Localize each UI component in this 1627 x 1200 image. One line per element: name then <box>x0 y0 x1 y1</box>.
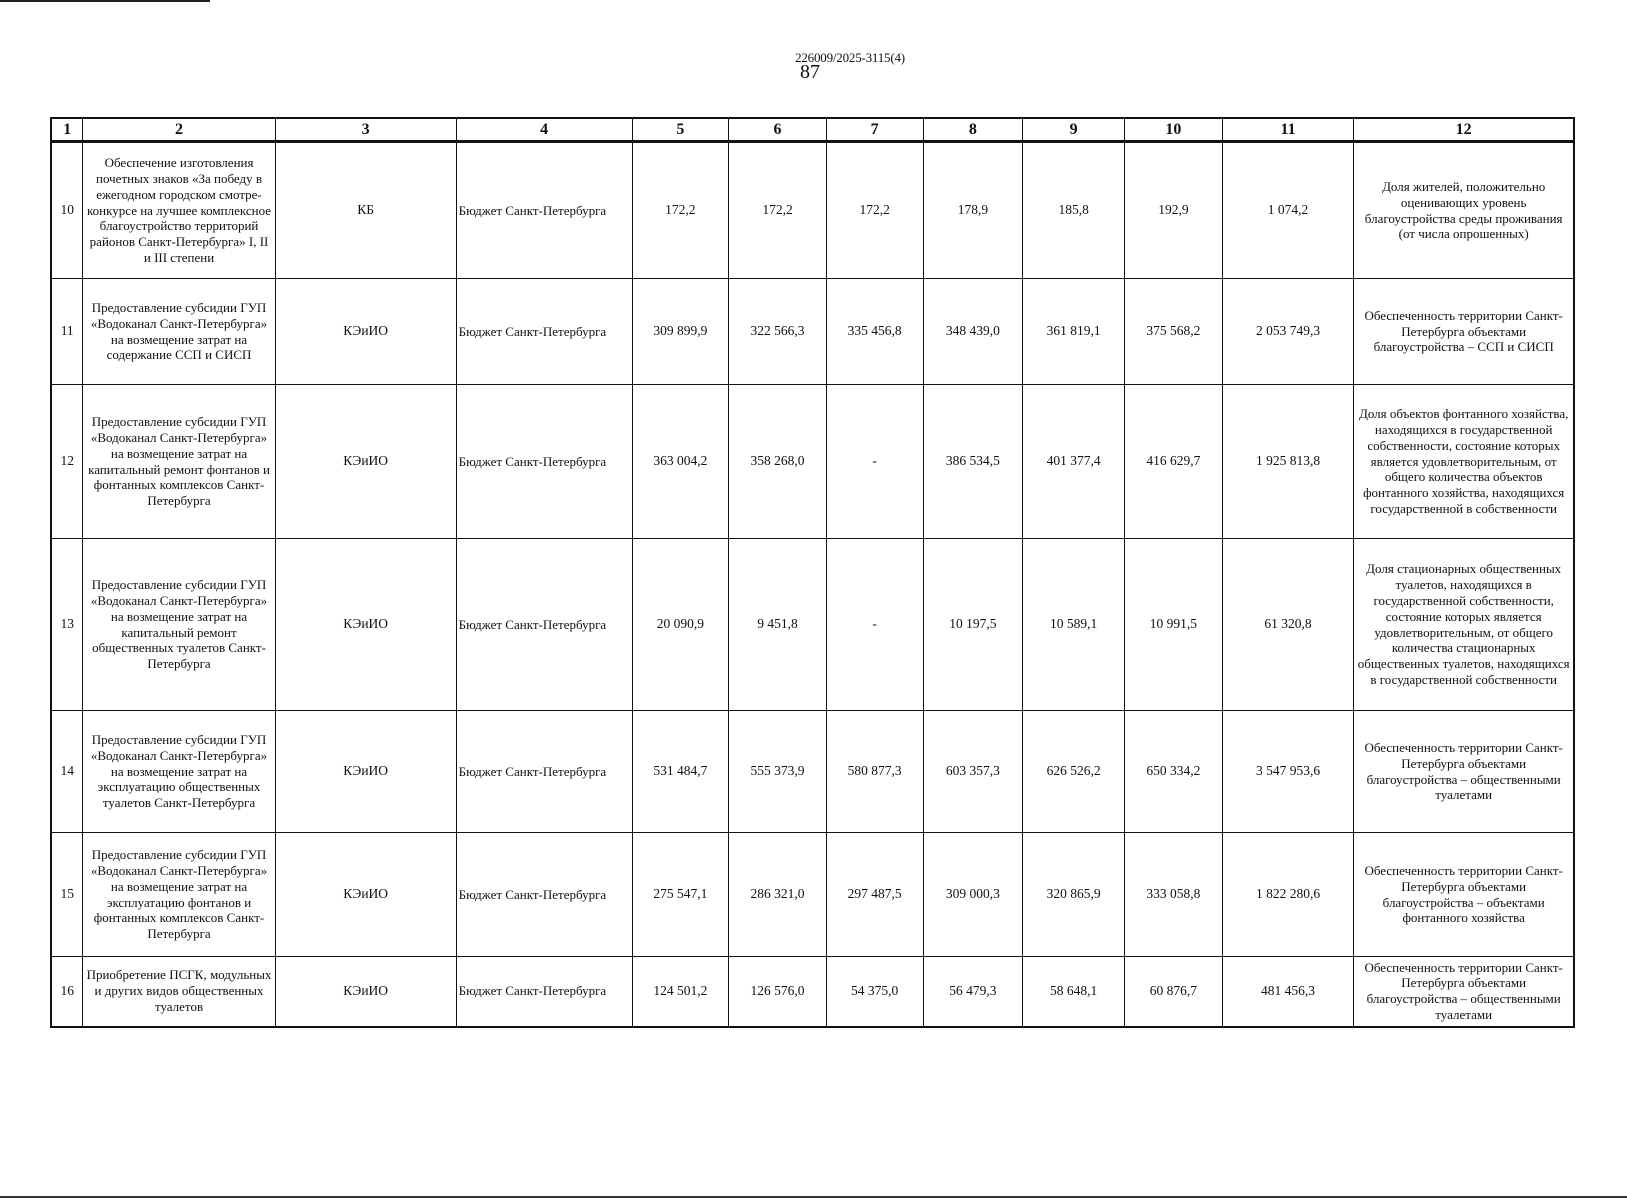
column-header: 6 <box>729 118 827 142</box>
value-cell: 320 865,9 <box>1023 833 1125 957</box>
indicator: Доля объектов фонтанного хозяйства, находящихся в государственной собственности, состояние которых является удовлетворительным, от общего количества объектов фонтанного хозяйства, находящихся государственной в собственности <box>1354 385 1574 539</box>
value-cell: 172,2 <box>632 142 729 279</box>
executor: КЭиИО <box>275 279 456 385</box>
budget-table <box>50 117 1575 1028</box>
column-header: 10 <box>1125 118 1223 142</box>
value-cell: 60 876,7 <box>1125 957 1223 1027</box>
column-header: 8 <box>923 118 1023 142</box>
measure-name: Приобретение ПСГК, модульных и других видов общественных туалетов <box>83 957 275 1027</box>
value-cell: 172,2 <box>729 142 827 279</box>
scan-bottom-line <box>0 1196 1627 1198</box>
value-cell: 297 487,5 <box>826 833 923 957</box>
funding-source: Бюджет Санкт-Петербурга <box>456 385 632 539</box>
value-cell: 358 268,0 <box>729 385 827 539</box>
funding-source: Бюджет Санкт-Петербурга <box>456 539 632 711</box>
value-cell: 58 648,1 <box>1023 957 1125 1027</box>
indicator: Обеспеченность территории Санкт-Петербурга объектами благоустройства – общественными туалетами <box>1354 711 1574 833</box>
indicator: Обеспеченность территории Санкт-Петербурга объектами благоустройства – ССП и СИСП <box>1354 279 1574 385</box>
funding-source: Бюджет Санкт-Петербурга <box>456 142 632 279</box>
scan-edge-line <box>0 0 210 2</box>
total-cell: 61 320,8 <box>1222 539 1354 711</box>
value-cell: 335 456,8 <box>826 279 923 385</box>
table-row <box>51 957 1574 1027</box>
row-number: 12 <box>51 385 83 539</box>
value-cell: 361 819,1 <box>1023 279 1125 385</box>
value-cell: - <box>826 385 923 539</box>
row-number: 16 <box>51 957 83 1027</box>
table-row <box>51 279 1574 385</box>
value-cell: 286 321,0 <box>729 833 827 957</box>
column-header: 1 <box>51 118 83 142</box>
value-cell: 580 877,3 <box>826 711 923 833</box>
value-cell: 126 576,0 <box>729 957 827 1027</box>
total-cell: 3 547 953,6 <box>1222 711 1354 833</box>
value-cell: 322 566,3 <box>729 279 827 385</box>
value-cell: 10 589,1 <box>1023 539 1125 711</box>
value-cell: 531 484,7 <box>632 711 729 833</box>
funding-source: Бюджет Санкт-Петербурга <box>456 711 632 833</box>
value-cell: 185,8 <box>1023 142 1125 279</box>
column-header: 9 <box>1023 118 1125 142</box>
table-header-row <box>51 118 1574 142</box>
measure-name: Предоставление субсидии ГУП «Водоканал Санкт-Петербурга» на возмещение затрат на эксплуатацию фонтанов и фонтанных комплексов Санкт-Петербурга <box>83 833 275 957</box>
total-cell: 1 925 813,8 <box>1222 385 1354 539</box>
value-cell: 10 991,5 <box>1125 539 1223 711</box>
row-number: 14 <box>51 711 83 833</box>
total-cell: 1 822 280,6 <box>1222 833 1354 957</box>
indicator: Доля жителей, положительно оценивающих уровень благоустройства среды проживания (от числа опрошенных) <box>1354 142 1574 279</box>
funding-source: Бюджет Санкт-Петербурга <box>456 957 632 1027</box>
executor: КЭиИО <box>275 539 456 711</box>
value-cell: 375 568,2 <box>1125 279 1223 385</box>
table-row <box>51 142 1574 279</box>
row-number: 13 <box>51 539 83 711</box>
column-header: 7 <box>826 118 923 142</box>
column-header: 3 <box>275 118 456 142</box>
value-cell: 416 629,7 <box>1125 385 1223 539</box>
value-cell: 650 334,2 <box>1125 711 1223 833</box>
funding-source: Бюджет Санкт-Петербурга <box>456 279 632 385</box>
column-header: 4 <box>456 118 632 142</box>
measure-name: Предоставление субсидии ГУП «Водоканал Санкт-Петербурга» на возмещение затрат на эксплуатацию общественных туалетов Санкт-Петербурга <box>83 711 275 833</box>
value-cell: 192,9 <box>1125 142 1223 279</box>
executor: КЭиИО <box>275 833 456 957</box>
value-cell: 401 377,4 <box>1023 385 1125 539</box>
value-cell: 309 899,9 <box>632 279 729 385</box>
value-cell: 386 534,5 <box>923 385 1023 539</box>
value-cell: 603 357,3 <box>923 711 1023 833</box>
value-cell: 178,9 <box>923 142 1023 279</box>
row-number: 15 <box>51 833 83 957</box>
column-header: 11 <box>1222 118 1354 142</box>
measure-name: Предоставление субсидии ГУП «Водоканал Санкт-Петербурга» на возмещение затрат на капитальный ремонт фонтанов и фонтанных комплексов Санкт-Петербурга <box>83 385 275 539</box>
page-number: 87 <box>800 61 820 83</box>
column-header: 5 <box>632 118 729 142</box>
measure-name: Предоставление субсидии ГУП «Водоканал Санкт-Петербурга» на возмещение затрат на капитальный ремонт общественных туалетов Санкт-Петербурга <box>83 539 275 711</box>
value-cell: 9 451,8 <box>729 539 827 711</box>
value-cell: 124 501,2 <box>632 957 729 1027</box>
value-cell: 333 058,8 <box>1125 833 1223 957</box>
table-row <box>51 385 1574 539</box>
value-cell: 309 000,3 <box>923 833 1023 957</box>
executor: КБ <box>275 142 456 279</box>
column-header: 2 <box>83 118 275 142</box>
table-row <box>51 833 1574 957</box>
document-number: 226009/2025-3115(4) <box>795 50 905 65</box>
table-row <box>51 539 1574 711</box>
measure-name: Предоставление субсидии ГУП «Водоканал Санкт-Петербурга» на возмещение затрат на содержание ССП и СИСП <box>83 279 275 385</box>
column-header: 12 <box>1354 118 1574 142</box>
total-cell: 481 456,3 <box>1222 957 1354 1027</box>
executor: КЭиИО <box>275 711 456 833</box>
total-cell: 2 053 749,3 <box>1222 279 1354 385</box>
value-cell: 54 375,0 <box>826 957 923 1027</box>
row-number: 10 <box>51 142 83 279</box>
table-row <box>51 711 1574 833</box>
total-cell: 1 074,2 <box>1222 142 1354 279</box>
indicator: Обеспеченность территории Санкт-Петербурга объектами благоустройства – общественными туалетами <box>1354 957 1574 1027</box>
indicator: Обеспеченность территории Санкт-Петербурга объектами благоустройства – объектами фонтанного хозяйства <box>1354 833 1574 957</box>
indicator: Доля стационарных общественных туалетов, находящихся в государственной собственности, состояние которых является удовлетворительным, от общего количества стационарных общественных туалетов, находящихся в государственной собственности <box>1354 539 1574 711</box>
executor: КЭиИО <box>275 957 456 1027</box>
executor: КЭиИО <box>275 385 456 539</box>
value-cell: 172,2 <box>826 142 923 279</box>
row-number: 11 <box>51 279 83 385</box>
value-cell: 555 373,9 <box>729 711 827 833</box>
value-cell: 363 004,2 <box>632 385 729 539</box>
value-cell: 275 547,1 <box>632 833 729 957</box>
value-cell: 348 439,0 <box>923 279 1023 385</box>
funding-source: Бюджет Санкт-Петербурга <box>456 833 632 957</box>
value-cell: 10 197,5 <box>923 539 1023 711</box>
value-cell: - <box>826 539 923 711</box>
measure-name: Обеспечение изготовления почетных знаков «За победу в ежегодном городском смотре-конкурсе на лучшее комплексное благоустройство территорий районов Санкт-Петербурга» I, II и III степени <box>83 142 275 279</box>
value-cell: 20 090,9 <box>632 539 729 711</box>
value-cell: 626 526,2 <box>1023 711 1125 833</box>
value-cell: 56 479,3 <box>923 957 1023 1027</box>
